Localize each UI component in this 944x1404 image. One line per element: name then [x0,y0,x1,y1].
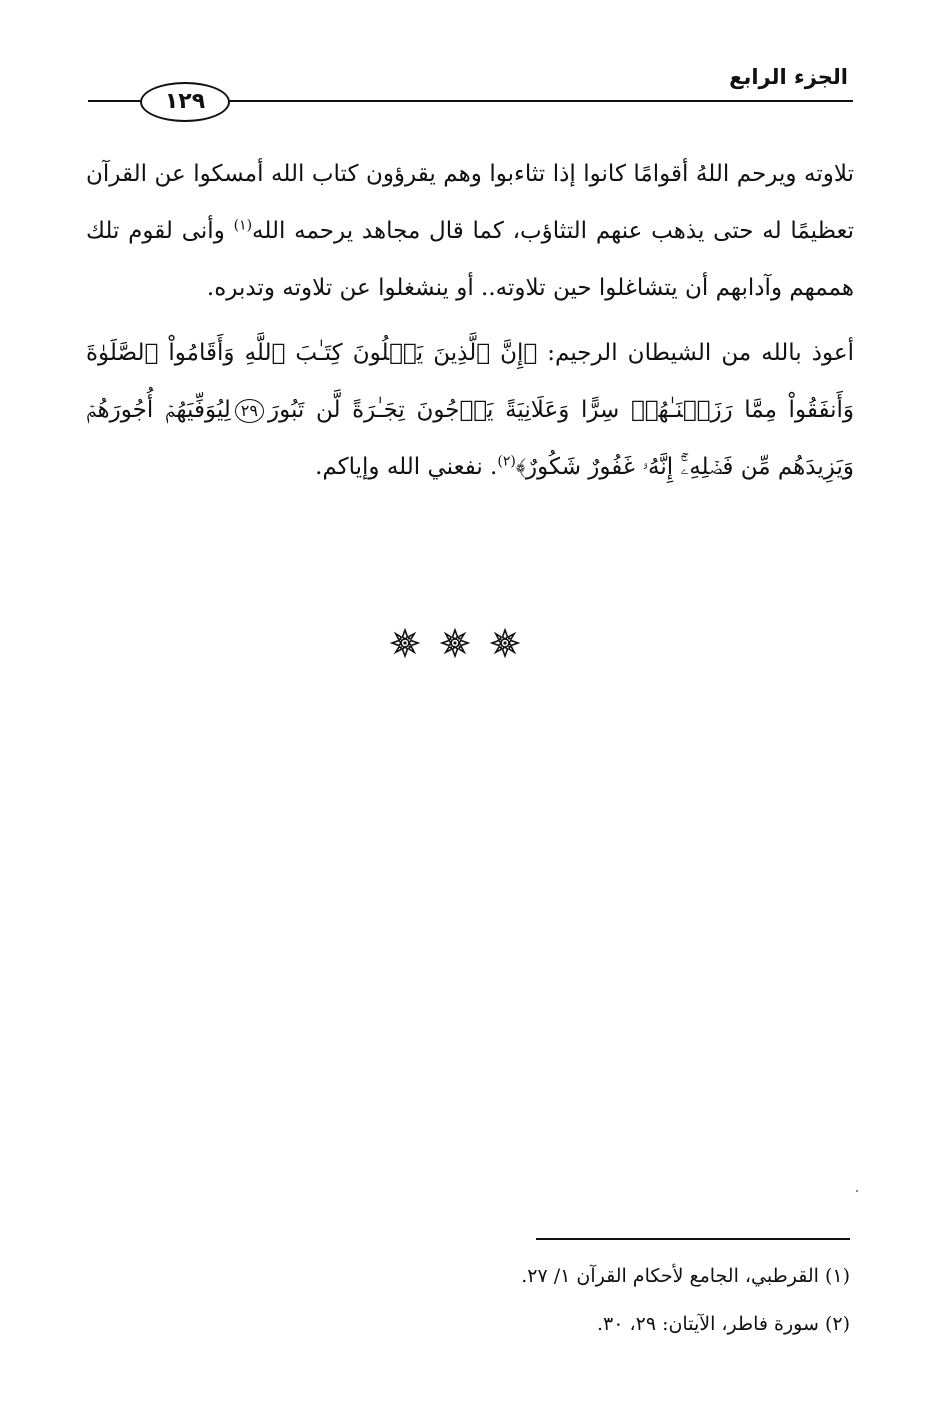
flower-ornament-icon [490,628,520,658]
scan-speck [856,1190,858,1192]
footnotes [250,1252,850,1348]
page-number: ١٢٩ [140,82,230,122]
flower-ornament-icon [440,628,470,658]
footnote-ref-2: (٢) [497,453,516,470]
running-title: الجزء الرابع [729,65,848,89]
footnote-1: (١) القرطبي، الجامع لأحكام القرآن ١/ ٢٧. [521,1265,850,1287]
closing-prayer: . نفعني الله وإياكم. [315,454,498,480]
footnote-rule [536,1238,850,1240]
main-text [86,146,854,496]
ayah-number-marker: ٢٩ [235,399,264,423]
section-divider [390,626,520,660]
paragraph-1-continuation: وأنى لقوم تلك هممهم وآدابهم أن يتشاغلوا حين تلاوته.. أو ينشغلوا عن تلاوته وتدبره. [86,218,854,301]
flower-ornament-icon [390,628,420,658]
paragraph-1 [86,146,854,317]
paragraph-2 [86,325,854,496]
footnote-ref-1: (١) [233,217,253,234]
quran-verse-part-1: ﴿إِنَّ ٱلَّذِينَ يَتۡلُونَ كِتَـٰبَ ٱللَّهِ وَأَقَامُواْ ٱلصَّلَوٰةَ وَأَنفَقُواْ مِمَّا رَزَقۡنَـٰهُمۡ سِرًّا وَعَلَانِيَةً يَرۡجُونَ تِجَـٰرَةً لَّن تَبُورَ [86,340,854,423]
footnote-2: (٢) سورة فاطر، الآيتان: ٢٩، ٣٠. [596,1313,850,1335]
quran-verse-part-2: لِيُوَفِّيَهُمۡ أُجُورَهُمۡ وَيَزِيدَهُم مِّن فَضۡلِهِۦٓۚ إِنَّهُۥ غَفُورٌ شَكُورٌ﴾ [86,397,854,480]
istiadha-intro: أعوذ بالله من الشيطان الرجيم: [547,340,854,366]
paragraph-1-text: تلاوته ويرحم اللهُ أقوامًا كانوا إذا تثاءبوا وهم يقرؤون كتاب الله أمسكوا عن القرآن تعظيمًا له حتى يذهب عنهم التثاؤب، كما قال مجاهد يرحمه الله [86,161,854,244]
